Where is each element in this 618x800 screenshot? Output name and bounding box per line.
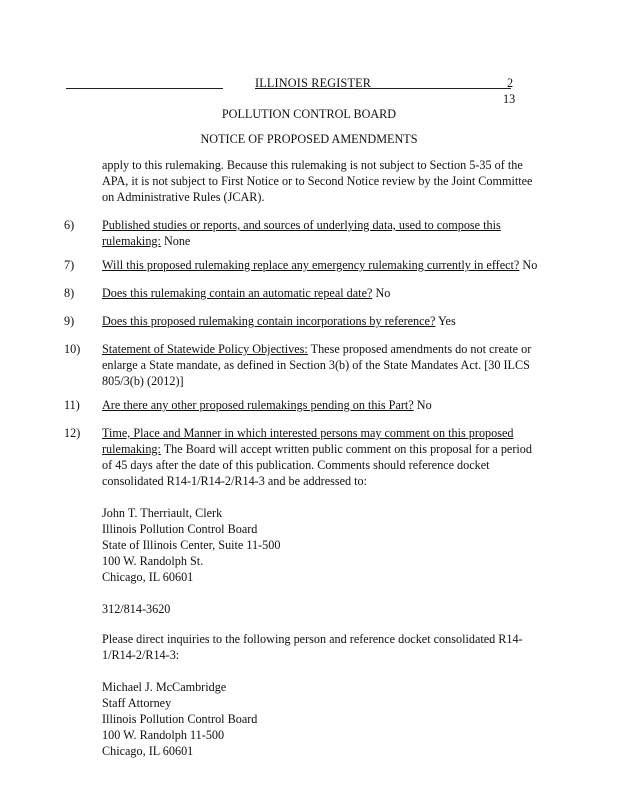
item-6-title-cont: rulemaking: <box>102 234 161 248</box>
register-title: ILLINOIS REGISTER <box>255 76 372 90</box>
item-12-line-3: of 45 days after the date of this publication. Comments should reference docket <box>102 458 490 472</box>
item-6-number: 6) <box>64 218 75 232</box>
item-10-line-1 <box>102 342 534 358</box>
item-8-answer: No <box>372 286 391 300</box>
item-7-title: Will this proposed rulemaking replace any emergency rulemaking currently in effect? <box>102 258 520 272</box>
item-10-number: 10) <box>64 342 81 356</box>
item-11-number: 11) <box>64 398 80 412</box>
item-11-line <box>102 398 534 414</box>
header-rule-right <box>356 88 511 89</box>
clerk-street-1: State of Illinois Center, Suite 11-500 <box>102 538 281 552</box>
item-9-answer: Yes <box>435 314 456 328</box>
item-8-title: Does this rulemaking contain an automatic repeal date? <box>102 286 373 300</box>
inquiries-line-2: 1/R14-2/R14-3: <box>102 648 180 662</box>
notice-title: NOTICE OF PROPOSED AMENDMENTS <box>200 132 418 146</box>
item-12-number: 12) <box>64 426 81 440</box>
continuation-line-1: apply to this rulemaking. Because this rulemaking is not subject to Section 5-35 of the <box>102 158 523 172</box>
attorney-org: Illinois Pollution Control Board <box>102 712 258 726</box>
item-10-title: Statement of Statewide Policy Objectives: <box>102 342 308 356</box>
header-rule-left <box>66 88 223 89</box>
attorney-name: Michael J. McCambridge <box>102 680 227 694</box>
clerk-org: Illinois Pollution Control Board <box>102 522 258 536</box>
item-8-number: 8) <box>64 286 75 300</box>
item-11-answer: No <box>413 398 432 412</box>
item-11-title: Are there any other proposed rulemakings pending on this Part? <box>102 398 414 412</box>
item-12-line-1 <box>102 426 534 442</box>
attorney-title: Staff Attorney <box>102 696 172 710</box>
item-6-answer: None <box>160 234 191 248</box>
attorney-city: Chicago, IL 60601 <box>102 744 194 758</box>
item-6-line-2 <box>102 234 534 250</box>
item-10-line-2: enlarge a State mandate, as defined in Section 3(b) of the State Mandates Act. [30 ILCS <box>102 358 530 372</box>
item-6-line-1 <box>102 218 534 234</box>
clerk-city: Chicago, IL 60601 <box>102 570 194 584</box>
item-10-line-1-rest: These proposed amendments do not create or <box>307 342 532 356</box>
continuation-line-3: on Administrative Rules (JCAR). <box>102 190 265 204</box>
item-10-line-3: 805/3(b) (2012)] <box>102 374 184 388</box>
item-9-line <box>102 314 534 330</box>
item-9-title: Does this proposed rulemaking contain incorporations by reference? <box>102 314 436 328</box>
page-number: 2 <box>507 76 514 90</box>
item-12-title: Time, Place and Manner in which interested persons may comment on this proposed <box>102 426 514 440</box>
clerk-street-2: 100 W. Randolph St. <box>102 554 204 568</box>
item-7-number: 7) <box>64 258 75 272</box>
item-12-line-4: consolidated R14-1/R14-2/R14-3 and be addressed to: <box>102 474 368 488</box>
item-12-line-2-rest: The Board will accept written public comment on this proposal for a period <box>160 442 532 456</box>
item-12-title-cont: rulemaking: <box>102 442 161 456</box>
clerk-name: John T. Therriault, Clerk <box>102 506 223 520</box>
item-7-line <box>102 258 542 274</box>
phone-number: 312/814-3620 <box>102 602 171 616</box>
agency-title: POLLUTION CONTROL BOARD <box>221 107 397 121</box>
item-6-title: Published studies or reports, and sources of underlying data, used to compose this <box>102 218 501 232</box>
inquiries-line-1: Please direct inquiries to the following person and reference docket consolidated R14- <box>102 632 523 646</box>
continuation-line-2: APA, it is not subject to First Notice or to Second Notice review by the Joint Committee <box>102 174 533 188</box>
item-9-number: 9) <box>64 314 75 328</box>
item-8-line <box>102 286 534 302</box>
item-7-answer: No <box>519 258 538 272</box>
item-12-line-2 <box>102 442 534 458</box>
attorney-street: 100 W. Randolph 11-500 <box>102 728 225 742</box>
issue-number: 13 <box>503 92 516 106</box>
